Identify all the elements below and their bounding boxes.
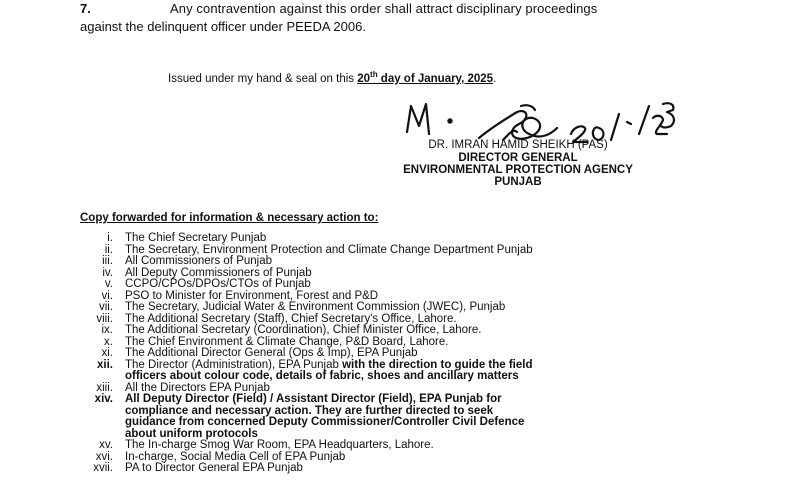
list-item-text: All the Directors EPA Punjab [125,381,270,394]
paragraph-text-line1: Any contravention against this order shall attract disciplinary proceedings [170,1,598,16]
list-item-number: vii. [98,301,113,313]
list-item-text-bold: with the direction to guide the field [342,358,533,371]
officer-province: PUNJAB [494,176,542,188]
list-item-number: xiv. [94,393,113,405]
list-item-text: The Additional Director General (Ops & Imp), EPA Punjab [125,347,418,359]
list-item-text: The In-charge Smog War Room, EPA Headquarters, Lahore. [125,439,434,451]
list-item-number: xiii. [96,381,113,394]
list-item-number: iii. [102,255,113,267]
officer-department: ENVIRONMENTAL PROTECTION AGENCY [403,164,633,176]
list-item [70,233,680,245]
officer-name: DR. IMRAN HAMID SHEIKH (PAS) [428,139,608,151]
list-item-number: iv. [102,266,113,279]
list-item-number: v. [104,278,113,290]
list-item [70,256,680,268]
list-item [70,325,680,337]
list-item [70,394,680,440]
list-item-number: ii. [104,243,113,256]
list-item-text: PSO to Minister for Environment, Forest and P&D [125,289,379,302]
list-item-line: guidance from concerned Deputy Commissioner/Controller Civil Defence [125,416,525,428]
list-item-text-bold-line2: officers about colour code, details of fabric, shoes and ancillary matters [125,370,519,382]
paragraph-number: 7. [80,1,91,16]
issued-date [357,70,494,85]
list-item-text: The Chief Secretary Punjab [125,232,267,244]
recipient-list [70,233,680,475]
list-item-text: The Chief Environment & Climate Change, P&D Board, Lahore. [125,335,449,348]
list-item-number: xvii. [93,462,113,474]
list-item-text: CCPO/CPOs/DPOs/CTOs of Punjab [125,278,311,290]
issued-end: . [493,72,497,85]
list-item-text-plain: The Director (Administration), EPA Punjab [125,358,343,371]
list-item-text: The Secretary, Judicial Water & Environment Commission (JWEC), Punjab [125,301,506,313]
copy-forwarded-heading: Copy forwarded for information & necessary action to: [80,212,379,224]
list-item-text: The Secretary, Environment Protection and Climate Change Department Punjab [125,243,533,256]
list-item [70,279,680,291]
list-item [70,302,680,314]
issued-rest: day of January, 2025 [377,72,494,85]
list-item-text [125,360,680,383]
list-item-text [125,394,680,440]
list-item-number: xii. [97,358,113,371]
list-item-number: x. [104,335,113,348]
issued-day-suffix: th [370,70,378,79]
issued-day: 20 [357,72,371,85]
list-item-number: vi. [101,289,113,302]
list-item-text: All Commissioners of Punjab [125,255,273,267]
list-item-number: xv. [99,439,113,451]
list-item-line: All Deputy Director (Field) / Assistant Director (Field), EPA Punjab for [125,393,502,405]
list-item [70,440,680,452]
list-item-text: In-charge, Social Media Cell of EPA Punjab [125,450,346,463]
issued-prefix: Issued under my hand & seal on this [168,72,358,85]
list-item-number: viii. [96,312,113,325]
list-item-line: compliance and necessary action. They are further directed to seek [125,404,494,417]
list-item-line: about uniform protocols [125,427,258,440]
list-item [70,463,680,475]
list-item-number: ix. [101,324,113,336]
paragraph-text-line2: against the delinquent officer under PEEDA 2006. [80,19,366,34]
list-item-text: All Deputy Commissioners of Punjab [125,266,312,279]
list-item-number: i. [107,232,113,244]
issued-statement [168,70,496,85]
list-item-number: xi. [101,347,113,359]
list-item-text: PA to Director General EPA Punjab [125,462,303,474]
list-item-number: xvi. [95,450,113,463]
list-item [70,360,680,383]
officer-designation: DIRECTOR GENERAL [458,152,578,164]
list-item-text: The Additional Secretary (Coordination), Chief Minister Office, Lahore. [125,324,482,336]
list-item-text: The Additional Secretary (Staff), Chief Secretary's Office, Lahore. [125,312,457,325]
